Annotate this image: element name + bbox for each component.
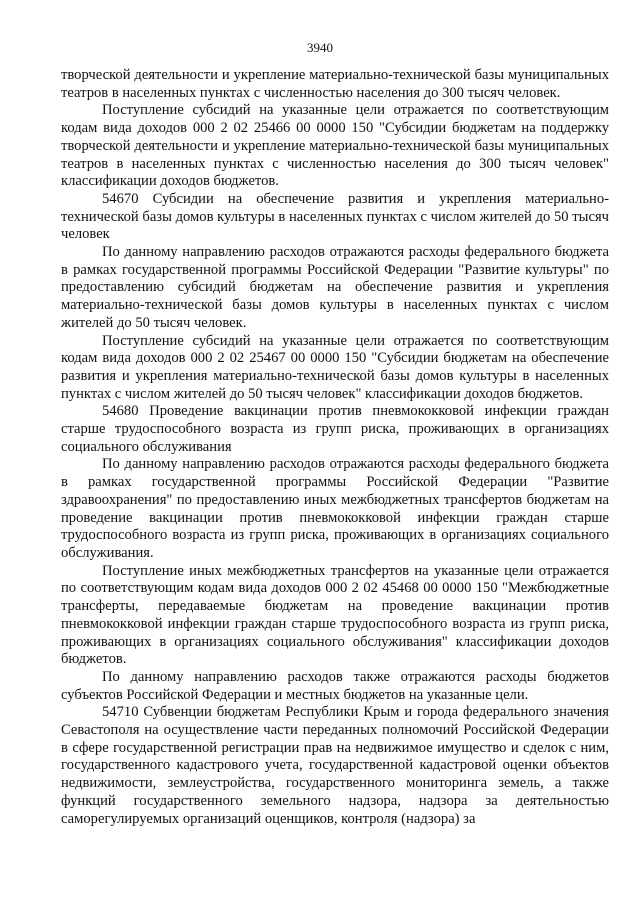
paragraph-54670-heading: 54670 Субсидии на обеспечение развития и укрепления материально-технической базы домов культуры в населенных пунктах с числом жителей до 50 тысяч человек <box>61 190 609 243</box>
document-body <box>61 67 609 828</box>
paragraph-54670-income-codes: Поступление субсидий на указанные цели отражается по соответствующим кодам вида доходов 000 2 02 25467 00 0000 150 "Субсидии бюджетам на обеспечение развития и укрепления материально-технической базы домов культуры в населенных пунктах с числом жителей до 50 тысяч человек" классификации доходов бюджетов. <box>61 332 609 402</box>
paragraph-theatres-continuation: творческой деятельности и укрепление материально-технической базы муниципальных театров в населенных пунктах с численностью населения до 300 тысяч человек. <box>61 67 609 101</box>
paragraph-54680-heading: 54680 Проведение вакцинации против пневмококковой инфекции граждан старше трудоспособного возраста из групп риска, проживающих в организациях социального обслуживания <box>61 403 609 455</box>
paragraph-theatres-income-codes: Поступление субсидий на указанные цели отражается по соответствующим кодам вида доходов 000 2 02 25466 00 0000 150 "Субсидии бюджетам на поддержку творческой деятельности и укрепление материально-технической базы муниципальных театров в населенных пунктах с численностью населения до 300 тысяч человек" классификации доходов бюджетов. <box>61 102 609 190</box>
paragraph-54710-heading: 54710 Субвенции бюджетам Республики Крым и города федерального значения Севастополя на осуществление части переданных полномочий Российской Федерации в сфере государственной регистрации прав на недвижимое имущество и сделок с ним, государственного кадастрового учета, государственной кадастровой оценки объектов недвижимости, землеустройства, государственного мониторинга земель, а также функций государственного земельного надзора, надзора за деятельностью саморегулируемых организаций оценщиков, контроля (надзора) за <box>61 704 609 827</box>
paragraph-54670-expenses: По данному направлению расходов отражаются расходы федерального бюджета в рамках государственной программы Российской Федерации "Развитие культуры" по предоставлению субсидий бюджетам на обеспечение развития и укрепления материально-технической базы домов культуры в населенных пунктах с числом жителей до 50 тысяч человек. <box>61 244 609 331</box>
page-number: 3940 <box>307 40 333 55</box>
paragraph-54680-expenses: По данному направлению расходов отражаются расходы федерального бюджета в рамках государственной программы Российской Федерации "Развитие здравоохранения" по предоставлению иных межбюджетных трансфертов бюджетам на проведение вакцинации против пневмококковой инфекции граждан старше трудоспособного возраста из групп риска, проживающих в организациях социального обслуживания. <box>61 456 609 561</box>
paragraph-54680-income-codes: Поступление иных межбюджетных трансфертов на указанные цели отражается по соответствующим кодам вида доходов 000 2 02 45468 00 0000 150 "Межбюджетные трансферты, передаваемые бюджетам на проведение вакцинации против пневмококковой инфекции граждан старше трудоспособного возраста из групп риска, проживающих в организациях социального обслуживания" классификации доходов бюджетов. <box>61 562 609 668</box>
paragraph-54680-regional-expenses: По данному направлению расходов также отражаются расходы бюджетов субъектов Российской Федерации и местных бюджетов на указанные цели. <box>61 668 609 703</box>
